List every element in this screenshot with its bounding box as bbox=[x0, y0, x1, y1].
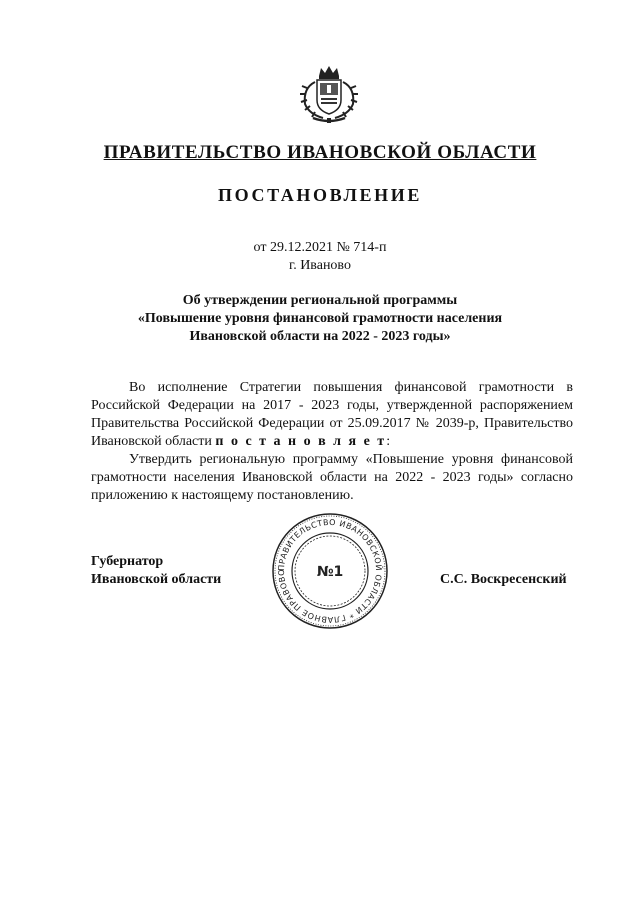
government-title: ПРАВИТЕЛЬСТВО ИВАНОВСКОЙ ОБЛАСТИ bbox=[103, 142, 537, 163]
signatory-title-line-2: Ивановской области bbox=[91, 572, 222, 587]
dateline bbox=[0, 239, 640, 275]
document-type: ПОСТАНОВЛЕНИЕ bbox=[218, 185, 422, 205]
signatory-title bbox=[91, 553, 221, 589]
paragraph-2: Утвердить региональную программу «Повышение уровня финансовой грамотности населения Ивановской области на 2022 - 2023 годы» согласно приложению к настоящему постановлению. bbox=[91, 452, 573, 503]
official-seal bbox=[271, 512, 389, 630]
document-subject bbox=[0, 292, 640, 346]
city: г. Иваново bbox=[289, 258, 351, 273]
document-body bbox=[91, 379, 573, 505]
paragraph-1-text: Во исполнение Стратегии повышения финансовой грамотности в Российской Федерации на 2017 - 2023 годы, утвержденной распоряжением Правительства Российской Федерации от 25.09.2017 № 2039-р, Правительство Ивановской области bbox=[91, 380, 573, 449]
seal-ring-text: ПРАВИТЕЛЬСТВО ИВАНОВСКОЙ ОБЛАСТИ * ГЛАВНОЕ ПРАВОВО bbox=[276, 517, 384, 625]
subject-line-1: Об утверждении региональной программы bbox=[182, 293, 458, 308]
resolve-word: п о с т а н о в л я е т bbox=[215, 434, 387, 449]
coat-of-arms-icon bbox=[293, 64, 365, 126]
paragraph-1-end: : bbox=[386, 434, 391, 449]
paragraph-1 bbox=[91, 379, 573, 451]
date-and-number: от 29.12.2021 № 714-п bbox=[253, 240, 387, 255]
subject-line-2: «Повышение уровня финансовой грамотности населения bbox=[137, 311, 503, 326]
signatory-title-line-1: Губернатор bbox=[91, 554, 164, 569]
subject-line-3: Ивановской области на 2022 - 2023 годы» bbox=[189, 329, 451, 344]
signatory-name: С.С. Воскресенский bbox=[440, 572, 567, 587]
seal-number: №1 bbox=[316, 564, 344, 580]
